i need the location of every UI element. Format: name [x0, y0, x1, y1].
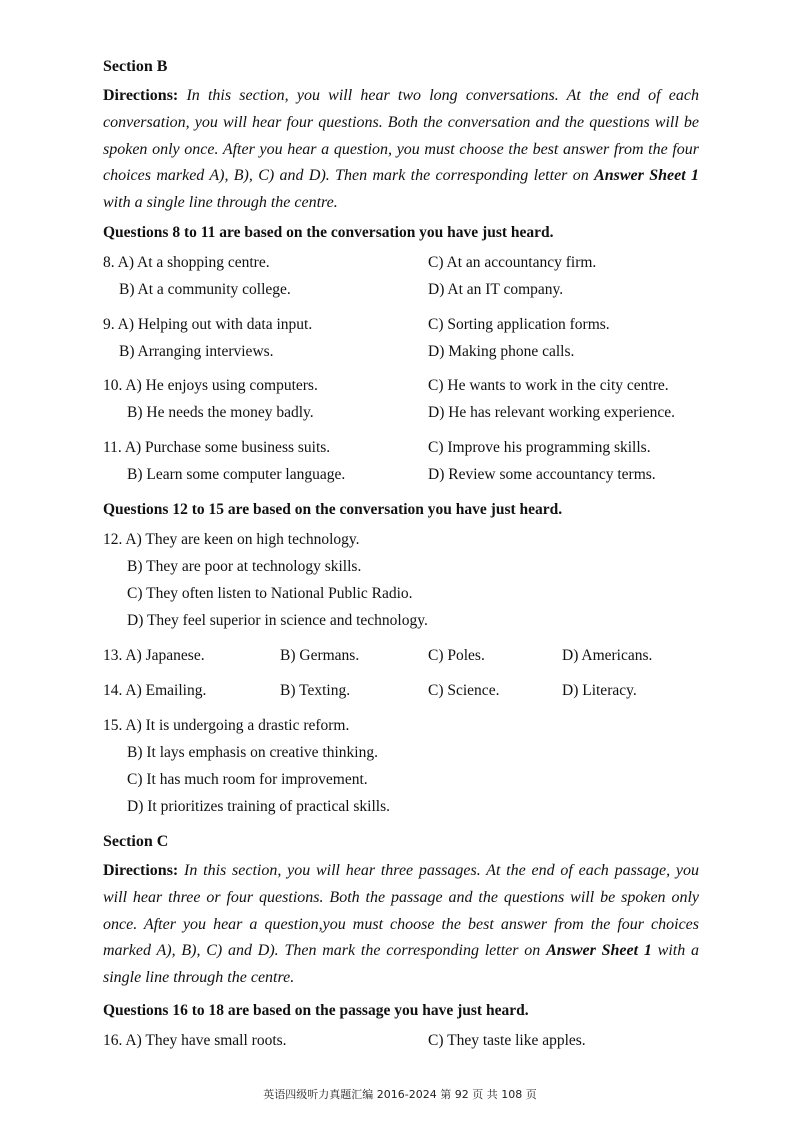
group-heading-16-18: Questions 16 to 18 are based on the passage you have just heard. — [103, 1002, 529, 1019]
q12-option-a: 12. A) They are keen on high technology. — [103, 531, 360, 548]
q12-option-d: D) They feel superior in science and technology. — [127, 612, 428, 629]
q15-option-c: C) It has much room for improvement. — [127, 771, 368, 788]
directions-text-end: with a single line through the centre. — [103, 194, 338, 212]
q13-option-b: B) Germans. — [280, 647, 360, 664]
section-b-title: Section B — [103, 58, 168, 75]
q8-option-d: D) At an IT company. — [428, 281, 564, 298]
q11-option-c: C) Improve his programming skills. — [428, 439, 651, 456]
q9-option-d: D) Making phone calls. — [428, 343, 575, 360]
group-heading-8-11: Questions 8 to 11 are based on the conversation you have just heard. — [103, 224, 554, 241]
q15-option-b: B) It lays emphasis on creative thinking. — [127, 744, 378, 761]
directions-label: Directions: — [103, 87, 179, 104]
q12-option-c: C) They often listen to National Public Radio. — [127, 585, 413, 602]
q11-option-d: D) Review some accountancy terms. — [428, 466, 656, 483]
section-c-directions — [103, 858, 699, 992]
q9-option-a: 9. A) Helping out with data input. — [103, 316, 313, 333]
q11-option-b: B) Learn some computer language. — [127, 466, 346, 483]
directions-label: Directions: — [103, 862, 179, 879]
q13-option-c: C) Poles. — [428, 647, 485, 664]
q13-option-d: D) Americans. — [562, 647, 653, 664]
q14-option-d: D) Literacy. — [562, 682, 637, 699]
q9-option-c: C) Sorting application forms. — [428, 316, 610, 333]
q14-option-c: C) Science. — [428, 682, 500, 699]
group-heading-12-15: Questions 12 to 15 are based on the conversation you have just heard. — [103, 501, 563, 518]
q10-option-a: 10. A) He enjoys using computers. — [103, 377, 318, 394]
q15-option-a: 15. A) It is undergoing a drastic reform. — [103, 717, 350, 734]
answer-sheet-label: Answer Sheet 1 — [594, 167, 699, 185]
q12-option-b: B) They are poor at technology skills. — [127, 558, 362, 575]
q14-option-b: B) Texting. — [280, 682, 351, 699]
q16-option-c: C) They taste like apples. — [428, 1032, 586, 1049]
q10-option-c: C) He wants to work in the city centre. — [428, 377, 669, 394]
answer-sheet-label: Answer Sheet 1 — [546, 942, 652, 960]
directions-text: In this section, you will hear two long conversations. At the end of each conversation, you will hear four questions. Both the conversation and the questions will be spoken only once. After you hear a question, you must choose the best answer from the four choices marked A), B), C) and D). Then mark the corresponding letter on — [103, 87, 699, 185]
q8-option-c: C) At an accountancy firm. — [428, 254, 597, 271]
directions-text-end: with a single line through the centre. — [103, 942, 699, 987]
section-c-title: Section C — [103, 833, 169, 850]
section-b-directions — [103, 83, 699, 217]
q16-option-a: 16. A) They have small roots. — [103, 1032, 287, 1049]
directions-text: In this section, you will hear three passages. At the end of each passage, you will hear three or four questions. Both the passage and the questions will be spoken only once. After you hear a question,you must choose the best answer from the four choices marked A), B), C) and D). Then mark the corresponding letter on — [103, 862, 699, 960]
page-footer: 英语四级听力真题汇编 2016-2024 第 92 页 共 108 页 — [263, 1088, 537, 1101]
q11-option-a: 11. A) Purchase some business suits. — [103, 439, 331, 456]
q13-option-a: 13. A) Japanese. — [103, 647, 205, 664]
q15-option-d: D) It prioritizes training of practical skills. — [127, 798, 390, 815]
q10-option-d: D) He has relevant working experience. — [428, 404, 676, 421]
q8-option-b: B) At a community college. — [119, 281, 291, 298]
q14-option-a: 14. A) Emailing. — [103, 682, 207, 699]
q8-option-a: 8. A) At a shopping centre. — [103, 254, 270, 271]
q9-option-b: B) Arranging interviews. — [119, 343, 274, 360]
q10-option-b: B) He needs the money badly. — [127, 404, 314, 421]
